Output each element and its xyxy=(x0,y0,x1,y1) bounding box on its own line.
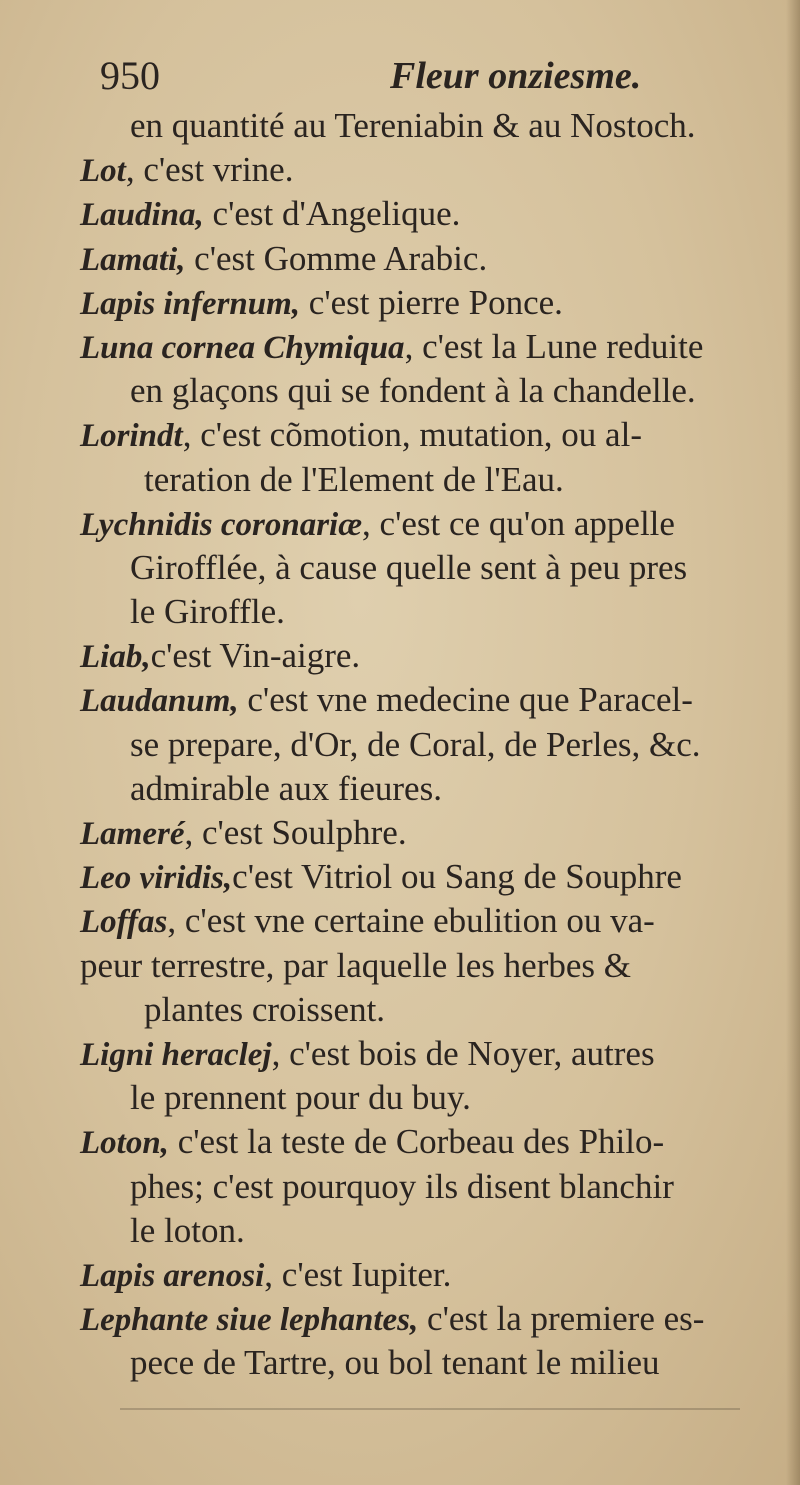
glossary-term: Laudanum, xyxy=(80,683,239,720)
glossary-text: peur terrestre, par laquelle les herbes & xyxy=(80,945,631,985)
text-line xyxy=(80,811,780,855)
glossary-text: phes; c'est pourquoy ils disent blanchir xyxy=(130,1166,674,1206)
glossary-text: c'est Vitriol ou Sang de Souphre xyxy=(232,857,682,897)
text-line xyxy=(80,192,780,236)
text-line xyxy=(80,458,780,502)
glossary-term: Ligni heraclej xyxy=(80,1036,272,1073)
glossary-term: Lephante siue lephantes, xyxy=(80,1302,419,1339)
glossary-text: Girofflée, à cause quelle sent à peu pres xyxy=(130,547,688,587)
glossary-text: , c'est ce qu'on appelle xyxy=(362,503,675,543)
glossary-text: , c'est cõmotion, mutation, ou al- xyxy=(182,415,642,455)
text-line xyxy=(80,1253,780,1297)
text-line xyxy=(80,1297,780,1341)
text-line xyxy=(80,1076,780,1120)
running-head: Fleur onziesme. xyxy=(390,55,642,97)
glossary-term: Lychnidis coronariæ xyxy=(80,506,363,543)
glossary-term: Lot xyxy=(80,153,126,190)
text-line xyxy=(80,634,780,678)
glossary-text: c'est d'Angelique. xyxy=(203,194,461,234)
text-line xyxy=(80,855,780,899)
bottom-rule xyxy=(120,1408,740,1410)
text-line xyxy=(80,325,780,369)
glossary-term: Loton, xyxy=(80,1125,169,1162)
glossary-text: c'est pierre Ponce. xyxy=(300,282,563,322)
page-spine-shadow xyxy=(786,0,800,1485)
body-text xyxy=(80,104,780,1385)
text-line xyxy=(80,502,780,546)
text-line xyxy=(80,369,780,413)
page-header xyxy=(100,48,660,104)
text-line xyxy=(80,590,780,634)
glossary-text: c'est la premiere es- xyxy=(418,1299,705,1339)
glossary-text: pece de Tartre, ou bol tenant le milieu xyxy=(130,1343,660,1383)
text-line xyxy=(80,413,780,457)
glossary-text: teration de l'Element de l'Eau. xyxy=(144,459,564,499)
text-line xyxy=(80,281,780,325)
glossary-term: Liab, xyxy=(80,639,151,676)
glossary-text: admirable aux fieures. xyxy=(130,768,442,808)
text-line xyxy=(80,723,780,767)
glossary-text: , c'est Soulphre. xyxy=(184,813,407,852)
glossary-text: plantes croissent. xyxy=(144,989,386,1029)
glossary-text: , c'est vrine. xyxy=(125,150,294,190)
text-line xyxy=(80,1032,780,1076)
glossary-text: c'est la teste de Corbeau des Philo- xyxy=(168,1122,665,1162)
text-line xyxy=(80,237,780,281)
text-line xyxy=(80,1165,780,1209)
text-line xyxy=(80,988,780,1032)
glossary-text: le loton. xyxy=(130,1210,245,1250)
text-line xyxy=(80,899,780,943)
text-line xyxy=(80,678,780,722)
glossary-text: en quantité au Tereniabin & au Nostoch. xyxy=(130,106,696,145)
glossary-term: Lameré xyxy=(80,816,185,852)
glossary-text: , c'est bois de Noyer, autres xyxy=(271,1033,655,1073)
glossary-text: c'est Gomme Arabic. xyxy=(185,238,488,278)
glossary-term: Lapis arenosi xyxy=(80,1257,265,1294)
text-line xyxy=(80,104,780,148)
glossary-term: Loffas xyxy=(80,904,168,941)
glossary-text: le prennent pour du buy. xyxy=(130,1078,471,1118)
glossary-term: Laudina, xyxy=(80,197,204,234)
text-line xyxy=(80,1120,780,1164)
page-number: 950 xyxy=(100,53,160,98)
glossary-term: Lorindt xyxy=(80,418,183,455)
glossary-text: , c'est Iupiter. xyxy=(264,1254,452,1294)
glossary-text: le Giroffle. xyxy=(130,592,285,632)
glossary-term: Leo viridis, xyxy=(80,860,233,897)
text-line xyxy=(80,1341,780,1385)
glossary-term: Lapis infernum, xyxy=(80,285,301,322)
text-line xyxy=(80,546,780,590)
glossary-text: en glaçons qui se fondent à la chandelle. xyxy=(130,371,696,411)
text-line xyxy=(80,944,780,988)
glossary-text: c'est vne medecine que Paracel- xyxy=(238,680,693,720)
glossary-text: , c'est la Lune reduite xyxy=(404,326,704,366)
text-line xyxy=(80,1209,780,1253)
text-line xyxy=(80,767,780,811)
glossary-term: Luna cornea Chymiqua xyxy=(80,329,405,366)
text-line xyxy=(80,148,780,192)
glossary-text: c'est Vin-aigre. xyxy=(150,636,361,676)
glossary-text: se prepare, d'Or, de Coral, de Perles, &c. xyxy=(130,724,701,764)
glossary-term: Lamati, xyxy=(80,241,186,278)
glossary-text: , c'est vne certaine ebulition ou va- xyxy=(167,901,655,941)
